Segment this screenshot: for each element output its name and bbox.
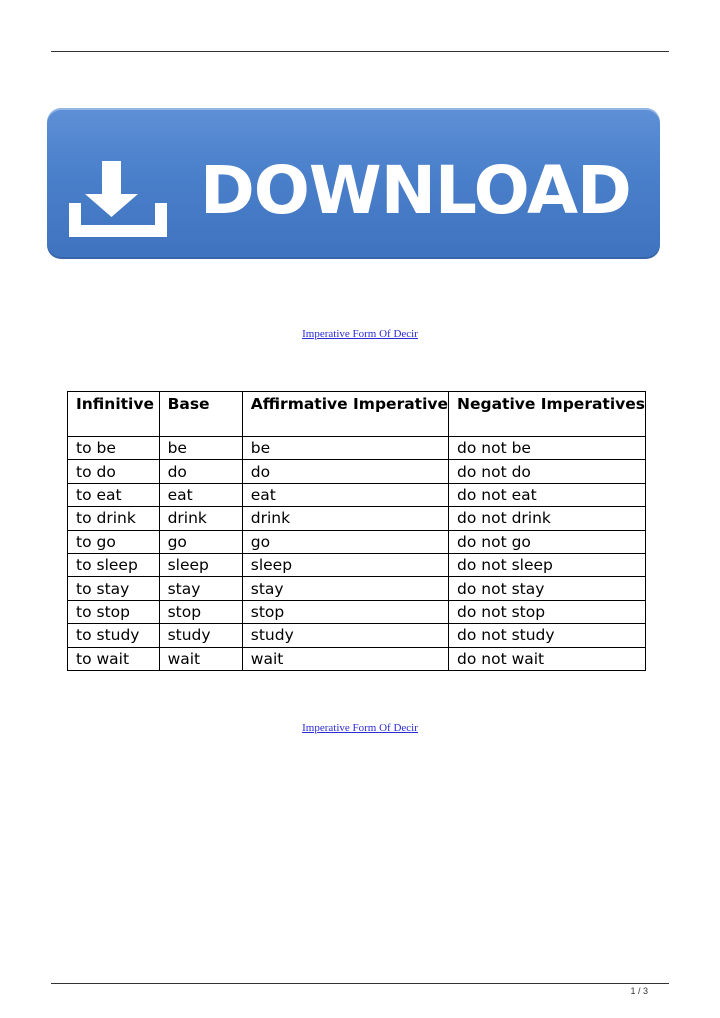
cell-negative: do not drink — [449, 507, 646, 530]
table-row — [68, 647, 646, 670]
table-row — [68, 507, 646, 530]
table-row — [68, 577, 646, 600]
cell-base: drink — [159, 507, 242, 530]
table-row — [68, 624, 646, 647]
cell-affirmative: drink — [242, 507, 448, 530]
top-divider — [51, 51, 669, 52]
cell-infinitive: to do — [68, 460, 160, 483]
cell-affirmative: stay — [242, 577, 448, 600]
cell-infinitive: to wait — [68, 647, 160, 670]
cell-base: sleep — [159, 553, 242, 576]
cell-negative: do not stay — [449, 577, 646, 600]
cell-affirmative: stop — [242, 600, 448, 623]
cell-affirmative: do — [242, 460, 448, 483]
table-row — [68, 460, 646, 483]
table-header-row — [68, 392, 646, 437]
cell-infinitive: to drink — [68, 507, 160, 530]
cell-negative: do not stop — [449, 600, 646, 623]
header-base: Base — [159, 392, 242, 437]
cell-infinitive: to eat — [68, 483, 160, 506]
table-row — [68, 553, 646, 576]
header-negative-imperatives: Negative Imperatives — [449, 392, 646, 437]
table-row — [68, 530, 646, 553]
document-link-top-text[interactable]: Imperative Form Of Decir — [302, 328, 418, 340]
cell-affirmative: be — [242, 437, 448, 460]
cell-negative: do not be — [449, 437, 646, 460]
cell-negative: do not eat — [449, 483, 646, 506]
cell-negative: do not sleep — [449, 553, 646, 576]
cell-base: do — [159, 460, 242, 483]
document-link-bottom-text[interactable]: Imperative Form Of Decir — [302, 722, 418, 734]
cell-infinitive: to go — [68, 530, 160, 553]
table-row — [68, 600, 646, 623]
cell-negative: do not go — [449, 530, 646, 553]
bottom-divider — [51, 983, 669, 984]
table-row — [68, 483, 646, 506]
cell-affirmative: sleep — [242, 553, 448, 576]
imperative-table — [67, 391, 646, 671]
cell-affirmative: study — [242, 624, 448, 647]
header-infinitive: Infinitive — [68, 392, 160, 437]
page-indicator: 1 / 3 — [630, 986, 648, 996]
cell-affirmative: eat — [242, 483, 448, 506]
cell-negative: do not wait — [449, 647, 646, 670]
table-row — [68, 437, 646, 460]
cell-infinitive: to be — [68, 437, 160, 460]
cell-affirmative: go — [242, 530, 448, 553]
cell-infinitive: to stay — [68, 577, 160, 600]
cell-base: eat — [159, 483, 242, 506]
cell-infinitive: to study — [68, 624, 160, 647]
header-affirmative-imperative: Affirmative Imperative — [242, 392, 448, 437]
document-link-bottom[interactable] — [0, 722, 720, 734]
document-link-top[interactable] — [0, 328, 720, 340]
cell-base: wait — [159, 647, 242, 670]
download-label[interactable]: DOWNLOAD — [200, 152, 631, 229]
cell-base: be — [159, 437, 242, 460]
cell-infinitive: to sleep — [68, 553, 160, 576]
download-arrow-icon[interactable] — [69, 161, 167, 237]
cell-affirmative: wait — [242, 647, 448, 670]
cell-base: study — [159, 624, 242, 647]
cell-base: stop — [159, 600, 242, 623]
cell-negative: do not study — [449, 624, 646, 647]
cell-base: go — [159, 530, 242, 553]
cell-infinitive: to stop — [68, 600, 160, 623]
cell-negative: do not do — [449, 460, 646, 483]
cell-base: stay — [159, 577, 242, 600]
